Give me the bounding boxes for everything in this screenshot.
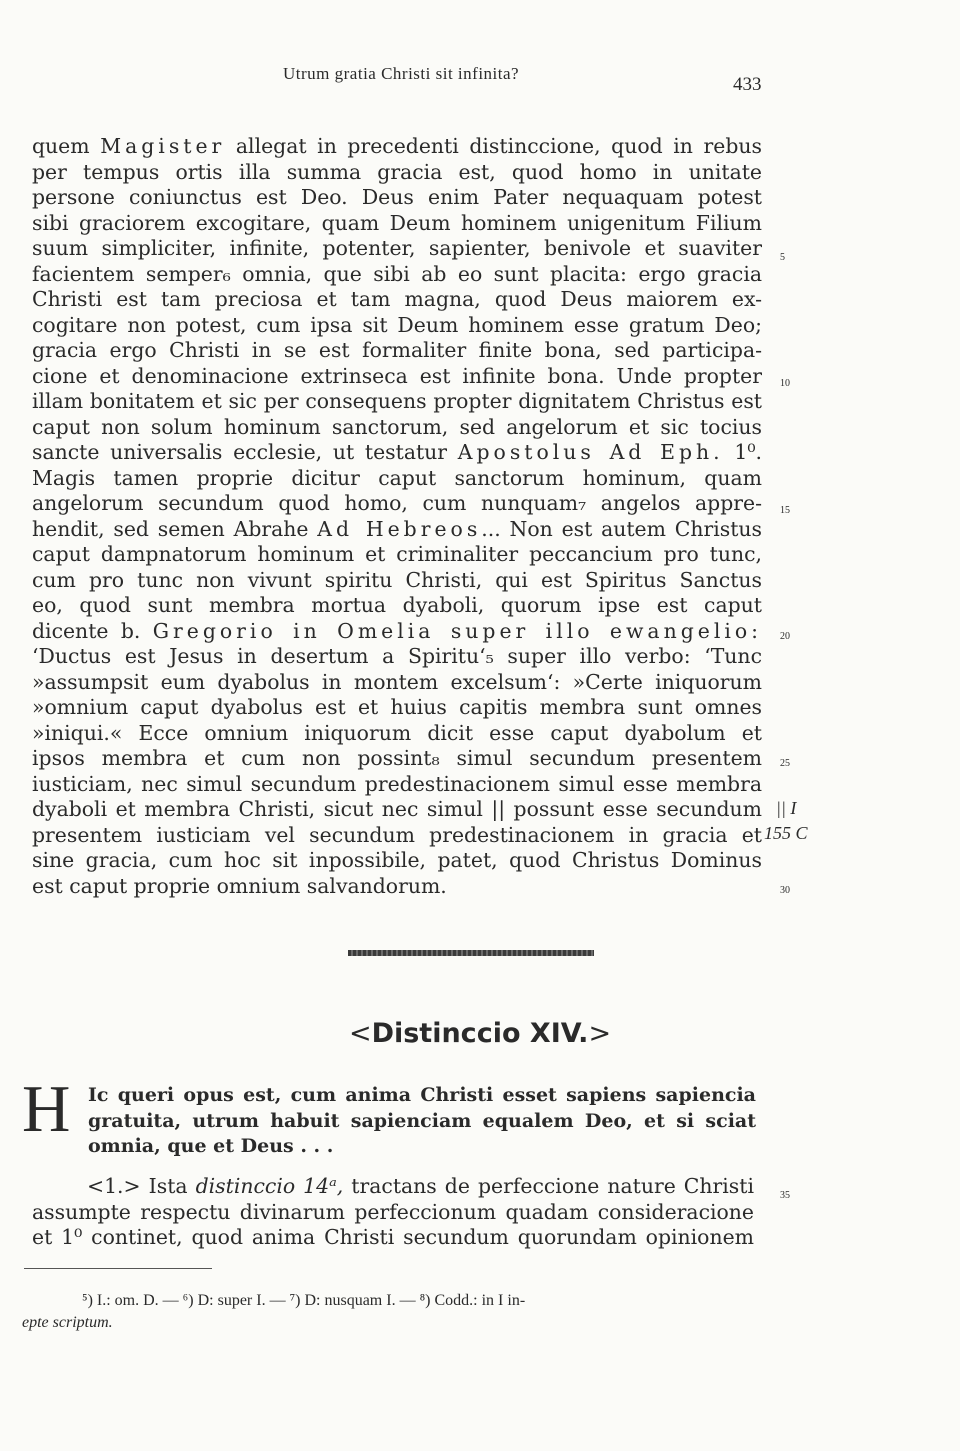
body-line (32, 823, 762, 849)
body-text-segment: cogitare non potest, cum ipsa sit Deum hominem esse gratum Deo; (32, 312, 762, 337)
spaced-text: Apostolus Ad Eph. (457, 440, 724, 464)
body-line (32, 440, 762, 466)
body-text-segment: facientem semper₆ omnia, que sibi ab eo sunt placita: ergo gracia (32, 261, 762, 286)
intro-line: gratuita, utrum habuit sapienciam equalem Deo, et si sciat (88, 1109, 756, 1132)
body-text-segment: hendit, sed semen Abrahe (32, 516, 318, 541)
body-line (32, 517, 762, 543)
ornament-divider (348, 950, 594, 956)
body-line (32, 313, 762, 339)
body-text-segment: est caput proprie omnium salvandorum. (32, 873, 447, 898)
running-title: Utrum gratia Christi sit infinita? (283, 64, 520, 83)
body-line (32, 160, 762, 186)
body-text-segment: cione et denominacione extrinseca est infinite bona. Unde propter (32, 363, 762, 388)
paragraph-text: tractans de perfeccione nature Christi (351, 1174, 754, 1198)
margin-line-number: 30 (780, 885, 790, 896)
paragraph-italic: distinccio 14ᵃ, (195, 1174, 344, 1198)
paragraph-line: assumpte respectu divinarum perfeccionum quadam consideracione (32, 1199, 754, 1224)
body-line (32, 491, 762, 517)
body-line (32, 415, 762, 441)
body-text-segment: gracia ergo Christi in se est formaliter finite bona, sed participa- (32, 338, 762, 362)
body-text-segment: cum pro tunc non vivunt spiritu Christi, qui est Spiritus Sanctus (32, 567, 762, 592)
body-line (32, 364, 762, 390)
spaced-text: Ad Hebreos (317, 516, 482, 541)
paragraph-text: Ista (148, 1174, 188, 1198)
body-line (32, 134, 762, 160)
body-text-segment: 1⁰. (723, 440, 762, 464)
paragraph-line: et 1⁰ continet, quod anima Christi secundum quorundam opinionem (32, 1225, 754, 1249)
margin-ref: || I (776, 798, 797, 818)
spaced-text: Gregorio in Omelia super illo ewangelio: (152, 618, 763, 643)
margin-line-number: 20 (780, 631, 790, 642)
body-line (32, 619, 762, 645)
body-line (32, 287, 762, 313)
heading-close-bracket: > (588, 1018, 612, 1049)
body-text-segment: »iniqui.« Ecce omnium iniquorum dicit esse caput dyabolum et (32, 720, 762, 745)
body-text-segment: »assumpsit eum dyabolus in montem excelsum‘: »Certe iniquorum (32, 669, 762, 694)
body-text-segment: illam bonitatem et sic per consequens propter dignitatem Christus est (32, 389, 762, 413)
footnotes (22, 1290, 754, 1334)
body-text-segment: per tempus ortis illa summa gracia est, quod homo in unitate (32, 159, 762, 184)
body-line: dyaboli et membra Christi, sicut nec simul || possunt esse secundum (32, 797, 762, 821)
body-text-segment: iusticiam, nec simul secundum predestinacionem simul esse membra (32, 771, 762, 796)
body-text-segment: caput non solum hominum sanctorum, sed angelorum et sic tocius (32, 414, 762, 439)
body-text-segment: caput dampnatorum hominum et criminaliter peccancium pro tunc, (32, 542, 762, 566)
body-text-segment: persone coniunctus est Deo. Deus enim Pater nequaquam potest (32, 185, 762, 209)
body-line (32, 236, 762, 262)
body-line (32, 338, 762, 364)
body-text-segment: suum simpliciter, infinite, potenter, sapienter, benivole et suaviter (32, 236, 762, 260)
intro-text (88, 1083, 756, 1160)
intro-line: omnia, que et Deus . . . (88, 1135, 334, 1157)
body-text-segment: ipsos membra et cum non possint₈ simul secundum presentem (32, 746, 762, 770)
body-text (32, 134, 762, 899)
margin-line-number: 10 (780, 378, 790, 389)
body-line (32, 721, 762, 747)
intro-line: Ic queri opus est, cum anima Christi esset sapiens sapiencia (88, 1084, 756, 1106)
footnote-rule (24, 1268, 212, 1269)
margin-line-number: 25 (780, 758, 790, 769)
body-line (32, 874, 762, 900)
body-line (32, 262, 762, 288)
spaced-text: Magister (100, 134, 226, 158)
body-text-segment: presentem iusticiam vel secundum predestinacionem in gracia et (32, 822, 762, 847)
body-line (32, 746, 762, 772)
margin-line-number: 15 (780, 505, 790, 516)
body-text-segment: sine gracia, cum hoc sit inpossibile, patet, quod Christus Dominus (32, 848, 762, 872)
paragraph-line (32, 1174, 754, 1200)
margin-ref: 155 C (764, 823, 808, 843)
margin-line-number: 5 (780, 252, 785, 263)
body-line (32, 772, 762, 798)
paragraph (32, 1174, 754, 1251)
body-text-segment: Christi est tam preciosa et tam magna, quod Deus maiorem ex- (32, 287, 762, 311)
body-line (32, 211, 762, 237)
body-text-segment: »omnium caput dyabolus est et huius capitis membra sunt omnes (32, 695, 762, 719)
body-text-segment: dicente b. (32, 618, 153, 643)
body-line (32, 568, 762, 594)
body-text-segment: angelorum secundum quod homo, cum nunquam₇ angelos appre- (32, 491, 762, 515)
body-text-segment: ‘Ductus est Jesus in desertum a Spiritu‘₅ super illo verbo: ‘Tunc (32, 644, 762, 668)
body-line (32, 848, 762, 874)
body-line (32, 695, 762, 721)
body-line (32, 644, 762, 670)
body-line (32, 593, 762, 619)
body-line (32, 466, 762, 492)
body-text-segment: Magis tamen proprie dicitur caput sanctorum hominum, quam (32, 465, 762, 490)
body-text-segment: sancte universalis ecclesie, ut testatur (32, 440, 458, 464)
body-text-segment: allegat in precedenti distinccione, quod in rebus (225, 134, 762, 158)
section-heading (0, 1018, 960, 1049)
body-line (32, 542, 762, 568)
body-text-segment: eo, quod sunt membra mortua dyaboli, quorum ipse est caput (32, 593, 762, 617)
heading-open-bracket: < (348, 1018, 372, 1049)
drop-initial: H (22, 1072, 71, 1146)
footnote-line: epte scriptum. (22, 1314, 113, 1331)
body-line (32, 670, 762, 696)
body-line (32, 389, 762, 415)
page-number: 433 (733, 74, 762, 95)
body-text-segment: sibi graciorem excogitare, quam Deum hominem unigenitum Filium (32, 210, 762, 235)
body-line (32, 185, 762, 211)
footnote-line: ⁵) I.: om. D. — ⁶) D: super I. — ⁷) D: nusquam I. — ⁸) Codd.: in I in- (82, 1292, 526, 1309)
heading-title: Distinccio XIV. (371, 1018, 589, 1049)
paragraph-marker: <1.> (87, 1174, 141, 1198)
body-text-segment: ... Non est autem Christus (481, 516, 763, 541)
margin-line-number: 35 (780, 1190, 790, 1201)
body-text-segment: quem (32, 134, 101, 158)
